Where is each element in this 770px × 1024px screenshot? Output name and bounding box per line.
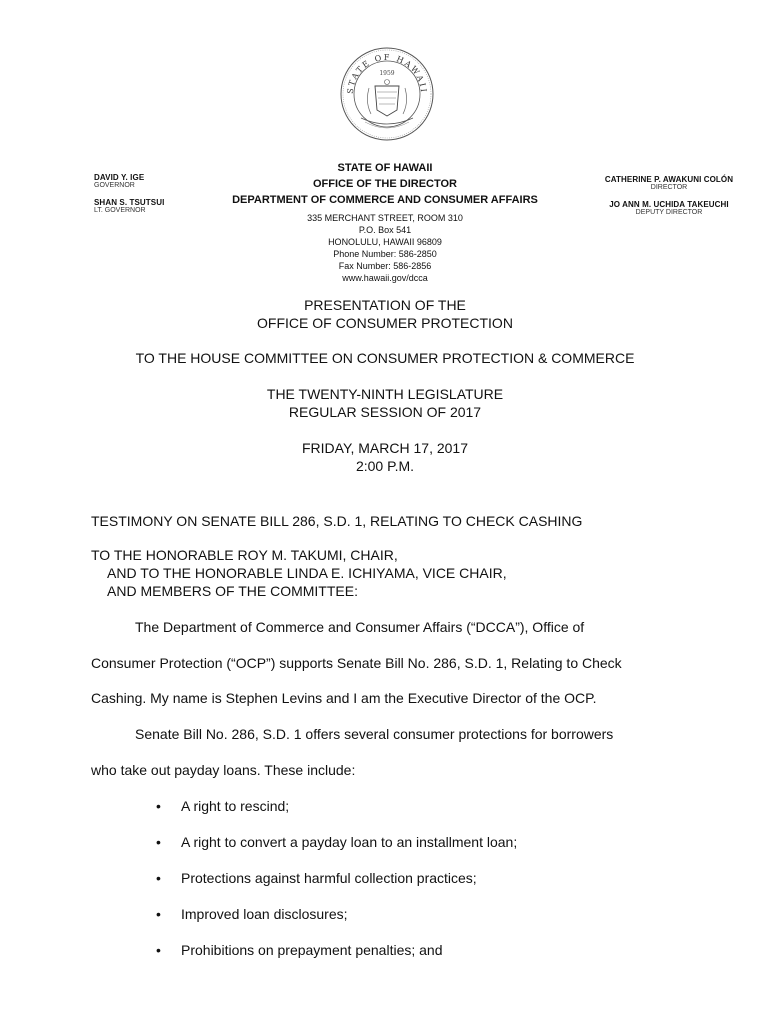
bullet-icon: •: [156, 798, 161, 814]
letterhead-address: 335 MERCHANT STREET, ROOM 310: [307, 213, 463, 223]
letterhead-department: DEPARTMENT OF COMMERCE AND CONSUMER AFFAIRS: [232, 194, 538, 206]
letterhead-phone: Phone Number: 586-2850: [333, 249, 437, 259]
list-item: [156, 869, 477, 887]
right-officials: [594, 175, 744, 225]
svg-text:STATE OF HAWAII: STATE OF HAWAII: [345, 52, 429, 95]
letterhead-state: STATE OF HAWAII: [337, 162, 433, 174]
list-item-text: Prohibitions on prepayment penalties; and: [181, 942, 443, 958]
paragraph-1-line-3: Cashing. My name is Stephen Levins and I am the Executive Director of the OCP.: [91, 690, 597, 706]
list-item-text: A right to rescind;: [181, 798, 290, 814]
paragraph-2-line-1: Senate Bill No. 286, S.D. 1 offers several consumer protections for borrowers: [135, 726, 614, 742]
addressee-line-3: AND MEMBERS OF THE COMMITTEE:: [107, 583, 358, 599]
governor-name: DAVID Y. IGE: [94, 173, 145, 182]
addressee-line-1: TO THE HONORABLE ROY M. TAKUMI, CHAIR,: [91, 547, 398, 563]
heading-date: FRIDAY, MARCH 17, 2017: [302, 440, 468, 456]
deputy-director-name: JO ANN M. UCHIDA TAKEUCHI: [609, 200, 729, 209]
heading-presentation: PRESENTATION OF THE: [304, 297, 466, 313]
paragraph-1-line-1: The Department of Commerce and Consumer Affairs (“DCCA”), Office of: [135, 619, 585, 635]
svg-text:1959: 1959: [379, 70, 395, 77]
list-item: [156, 905, 348, 923]
list-item-text: A right to convert a payday loan to an installment loan;: [181, 834, 518, 850]
governor-title: GOVERNOR: [94, 182, 135, 189]
director-title: DIRECTOR: [650, 184, 688, 191]
paragraph-2-line-2: who take out payday loans. These include:: [91, 762, 356, 778]
list-item: [156, 941, 443, 959]
letterhead-web: www.hawaii.gov/dcca: [342, 273, 428, 283]
heading-session: REGULAR SESSION OF 2017: [288, 404, 482, 420]
heading-office: OFFICE OF CONSUMER PROTECTION: [257, 315, 513, 331]
paragraph-1-line-2: Consumer Protection (“OCP”) supports Senate Bill No. 286, S.D. 1, Relating to Check: [91, 655, 622, 671]
state-seal: [339, 46, 435, 142]
lt-governor-name: SHAN S. TSUTSUI: [94, 198, 165, 207]
letterhead-po-box: P.O. Box 541: [358, 225, 412, 235]
director-name: CATHERINE P. AWAKUNI COLÓN: [604, 175, 734, 184]
list-item-text: Protections against harmful collection practices;: [181, 870, 477, 886]
heading-committee: TO THE HOUSE COMMITTEE ON CONSUMER PROTECTION & COMMERCE: [135, 350, 635, 366]
list-item-text: Improved loan disclosures;: [181, 906, 348, 922]
list-item: [156, 797, 289, 815]
bullet-icon: •: [156, 834, 161, 850]
heading-legislature: THE TWENTY-NINTH LEGISLATURE: [266, 386, 504, 402]
letterhead-city: HONOLULU, HAWAII 96809: [328, 237, 442, 247]
bullet-icon: •: [156, 870, 161, 886]
letterhead: [180, 160, 590, 284]
list-item: [156, 833, 517, 851]
deputy-director-title: DEPUTY DIRECTOR: [635, 209, 703, 216]
letterhead-fax: Fax Number: 586-2856: [338, 261, 432, 271]
addressee-line-2: AND TO THE HONORABLE LINDA E. ICHIYAMA, VICE CHAIR,: [107, 565, 507, 581]
testimony-title: TESTIMONY ON SENATE BILL 286, S.D. 1, RELATING TO CHECK CASHING: [91, 513, 583, 529]
bullet-icon: •: [156, 906, 161, 922]
lt-governor-title: LT. GOVERNOR: [94, 207, 146, 214]
heading-time: 2:00 P.M.: [355, 458, 415, 474]
bullet-icon: •: [156, 942, 161, 958]
letterhead-office: OFFICE OF THE DIRECTOR: [312, 178, 458, 190]
